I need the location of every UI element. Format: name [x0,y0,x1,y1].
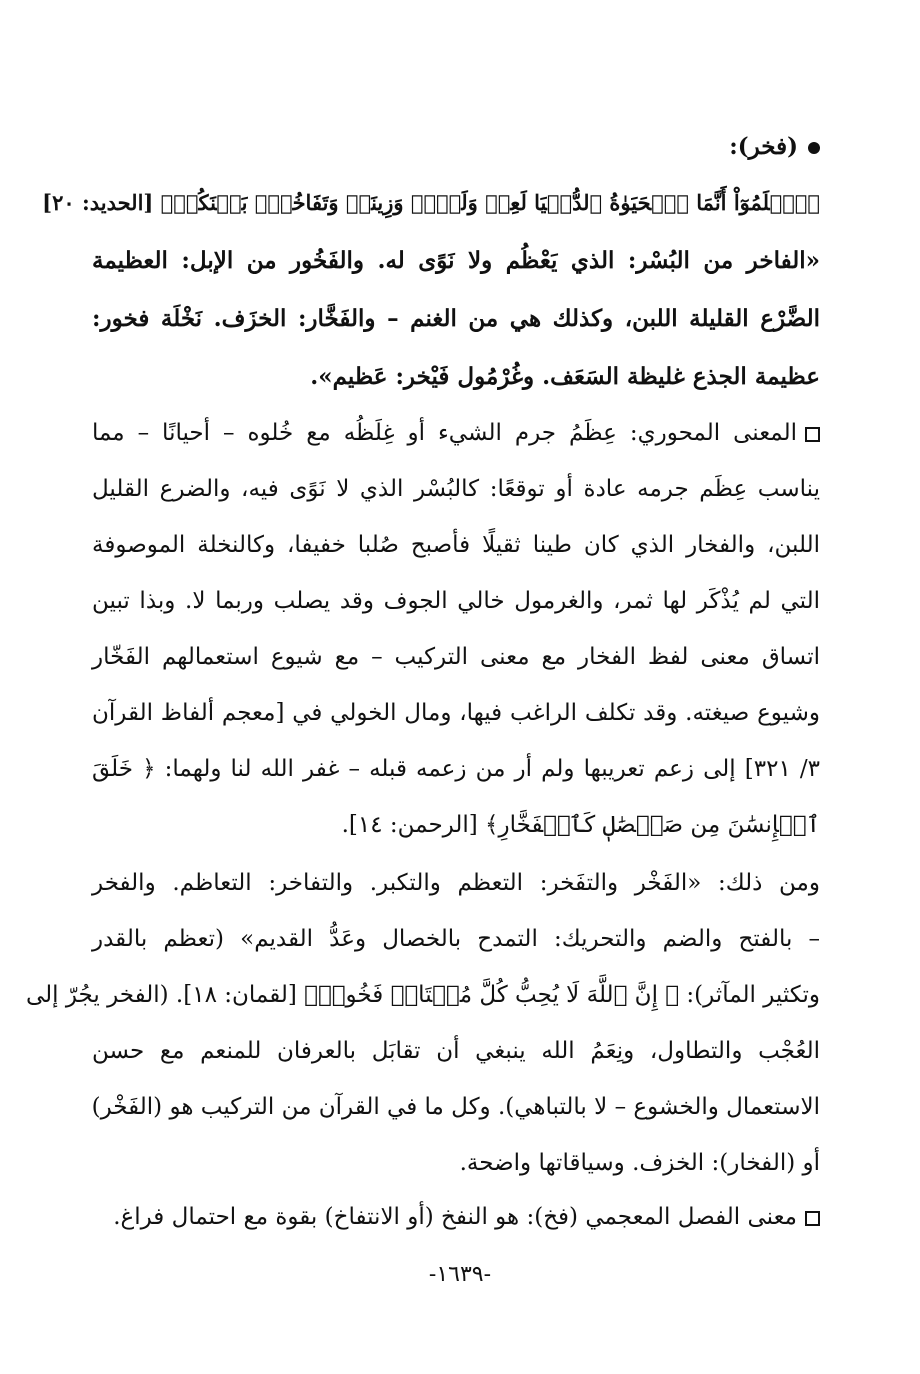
para2-line: التي لم يُذْكَر لها ثمر، والغرمول خالي الجوف وقد يصلب وربما لا. وبذا تبين [92,588,820,614]
bullet-icon [808,142,820,154]
para1-line: «الفاخر من البُسْر: الذي يَعْظُم ولا نَوًى له. والفَخُور من الإبل: العظيمة [92,247,820,274]
para3-line: العُجْب والتطاول، ونِعَمُ الله ينبغي أن تقابَل بالعرفان للمنعم مع حسن [92,1038,820,1064]
para1-line: الضَّرْع القليلة اللبن، وكذلك هي من الغنم – والفَخَّار: الخزَف. نَخْلَة فخور: [92,305,820,332]
para3-line: ومن ذلك: «الفَخْر والتفَخر: التعظم والتكبر. والتفاخر: التعاظم. والفخر [92,870,820,896]
para2-line: اتساق معنى لفظ الفخار مع معنى التركيب – مع شيوع استعمالهم الفَخّار [92,644,820,670]
para2-line: يناسب عِظَم جرمه عادة أو توقعًا: كالبُسْر الذي لا نَوًى فيه، والضرع القليل [92,476,820,502]
para2-line-first [92,418,820,448]
para2-line: ٣/ ٣٢١] إلى زعم تعريبها ولم أر من زعمه قبله – غفر الله لنا ولهما: ﴿ خَلَقَ [92,756,820,782]
quran-verse: ﴿ٱعۡلَمُوٓاْ أَنَّمَا ٱلۡحَيَوٰةُ ٱلدُّنۡيَا لَعِبٞ وَلَهۡوٞ وَزِينَةٞ وَتَفَاخُرُۢ بَيۡنَكُمۡ﴾ [الحديد: ٢٠] [42,190,820,215]
para1-line: عظيمة الجذع غليظة السَعَف. وغُرْمُول فَيْخر: عَظيم». [310,363,820,390]
para2-text: المعنى المحوري: عِظَمُ جرم الشيء أو غِلَظُه مع خُلوه – أحيانًا – مما [92,420,797,446]
para3-line: الاستعمال والخشوع – لا بالتباهي). وكل ما في القرآن من التركيب هو (الفَخْر) [91,1094,820,1120]
para3-line: – بالفتح والضم والتحريك: التمدح بالخصال وعَدُّ القديم» (تعظم بالقدر [92,926,820,952]
entry-heading [92,132,820,162]
para3-line: أو (الفخار): الخزف. وسياقاتها واضحة. [459,1150,820,1176]
square-bullet-icon [805,1211,820,1226]
page-number: -١٦٣٩- [428,1262,492,1287]
para2-line: ٱلۡإِنسَٰنَ مِن صَلۡصَٰلٖ كَٱلۡفَخَّارِ﴾ [الرحمن: ١٤]. [341,812,820,838]
para4-text: معنى الفصل المعجمي (فخ): هو النفخ (أو الانتفاخ) بقوة مع احتمال فراغ. [113,1204,797,1230]
heading-text: (فخر): [729,133,798,160]
para3-line: وتكثير المآثر): ﴿ إِنَّ ٱللَّهَ لَا يُحِبُّ كُلَّ مُخۡتَالٖ فَخُورٖ﴾ [لقمان: ١٨]. (الفخر يجُرّ إلى [25,982,820,1008]
square-bullet-icon [805,427,820,442]
para4-line [92,1202,820,1232]
para2-line: وشيوع صيغته. وقد تكلف الراغب فيها، ومال الخولي في [معجم ألفاظ القرآن [92,700,820,726]
para2-line: اللبن، والفخار الذي كان طينا ثقيلًا فأصبح صُلبا خفيفا، وكالنخلة الموصوفة [92,532,820,558]
